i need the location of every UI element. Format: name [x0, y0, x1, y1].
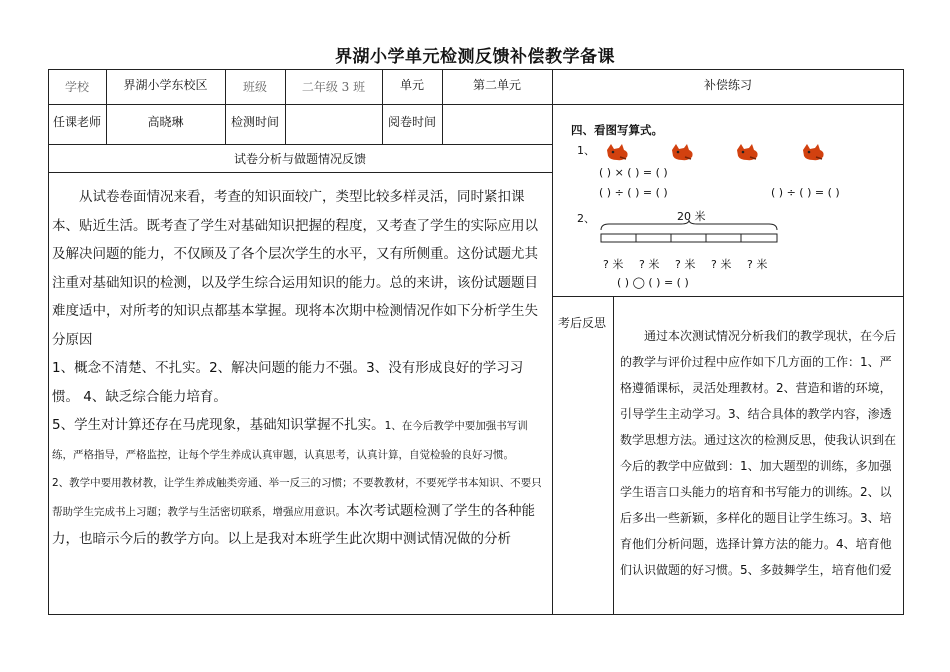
- segment-label: ? 米: [747, 258, 768, 271]
- class-label: 班级: [242, 80, 267, 94]
- analysis-para-4-main: 本次考试题检测了学生的各种能力，也暗示今后的教学方向。以上是我对本班学生此次期中测试情况做的分析: [52, 502, 535, 547]
- test-time-label: 检测时间: [230, 115, 279, 129]
- question-1-row-2a: ( ) ÷ ( ) = ( ): [599, 186, 668, 199]
- question-2-row: ( ) ◯ ( ) = ( ): [617, 276, 689, 289]
- segment-label: ? 米: [639, 258, 660, 271]
- analysis-heading: 试卷分析与做题情况反馈: [233, 151, 366, 166]
- analysis-para-3: [52, 411, 546, 468]
- analysis-para-4-small: 2、教学中要用教材教，让学生养成触类旁通、举一反三的习惯；不要教教材，不要死学书本知识、不要只帮助学生完成书上习题；教学与生活密切联系，增强应用意识。: [52, 477, 542, 518]
- reflection-text: 通过本次测试情况分析我们的教学现状，在今后的教学与评价过程中应作如下几方面的工作：1、严格遵循课标，灵活处理教材。2、营造和谐的环境，引导学生主动学习。3、结合具体的教学内容，渗透数学思想方法。通过这次的检测反思，使我认识到在今后的教学中应做到：1、加大题型的训练，多加强学生语言口头能力的培育和书写能力的训练。2、以后多出一些新颖，多样化的题目让学生练习。3、培育他们分析问题，选择计算方法的能力。4、培育他们认识做题的好习惯。5、多鼓舞学生，培育他们爱: [620, 329, 897, 577]
- brace-diagram: [599, 220, 779, 250]
- col-divider: [552, 69, 553, 615]
- analysis-para-4: [52, 468, 546, 554]
- school-label: 学校: [64, 80, 89, 94]
- analysis-para-1: 从试卷卷面情况来看，考查的知识面较广，类型比较多样灵活，同时紧扣课本、贴近生活。既考查了学生对基础知识把握的程度，又考查了学生的实际应用以及解决问题的能力，不仅顾及了各个层次学生的水平，又有所侧重。这份试题尤其注重对基础知识的检测，以及学生综合运用知识的能力。总的来讲，该份试题题目难度适中，对所考的知识点都基本掌握。现将本次期中检测情况作如下分析学生失分原因: [52, 189, 538, 348]
- exercise-heading: 四、看图写算式。: [571, 123, 663, 137]
- fox-icon: [735, 142, 761, 162]
- review-time-label: 阅卷时间: [387, 115, 436, 129]
- row-divider: [552, 296, 904, 297]
- question-1-row-1: ( ) × ( ) = ( ): [599, 166, 668, 179]
- exercise-image: [565, 118, 900, 296]
- fox-icon: [670, 142, 696, 162]
- question-1-row-2b: ( ) ÷ ( ) = ( ): [771, 186, 840, 199]
- fox-icon: [801, 142, 827, 162]
- analysis-para-3-small: 1、在今后教学中要加强书写训练，严格指导，严格监控，让每个学生养成认真审题，认真思考，认真计算，自觉检验的良好习惯。: [52, 420, 528, 461]
- reflection-label: 考后反思: [558, 316, 607, 330]
- fox-icon: [605, 142, 631, 162]
- reflection-body: [620, 323, 900, 583]
- row-divider: [48, 172, 552, 173]
- compensation-label: 补偿练习: [703, 77, 752, 92]
- segment-label: ? 米: [603, 258, 624, 271]
- class-value: 二年级 3 班: [301, 80, 366, 94]
- analysis-body: [52, 183, 546, 554]
- unit-value: 第二单元: [472, 77, 521, 92]
- segment-label: ? 米: [711, 258, 732, 271]
- teacher-label: 任课老师: [52, 115, 101, 129]
- col-divider: [613, 296, 614, 615]
- question-2-number: 2、: [577, 212, 595, 225]
- analysis-para-3-main: 5、学生对计算还存在马虎现象，基础知识掌握不扎实。: [52, 417, 385, 433]
- segment-label: ? 米: [675, 258, 696, 271]
- page-title: 界湖小学单元检测反馈补偿教学备课: [335, 47, 615, 67]
- school-value: 界湖小学东校区: [123, 77, 208, 92]
- unit-label: 单元: [399, 77, 424, 92]
- analysis-para-2: 1、概念不清楚、不扎实。2、解决问题的能力不强。3、没有形成良好的学习习惯。 4、缺乏综合能力培育。: [52, 360, 524, 405]
- question-1-number: 1、: [577, 144, 595, 157]
- teacher-value: 高晓琳: [147, 115, 184, 129]
- question-2-total: 20 米: [677, 210, 706, 223]
